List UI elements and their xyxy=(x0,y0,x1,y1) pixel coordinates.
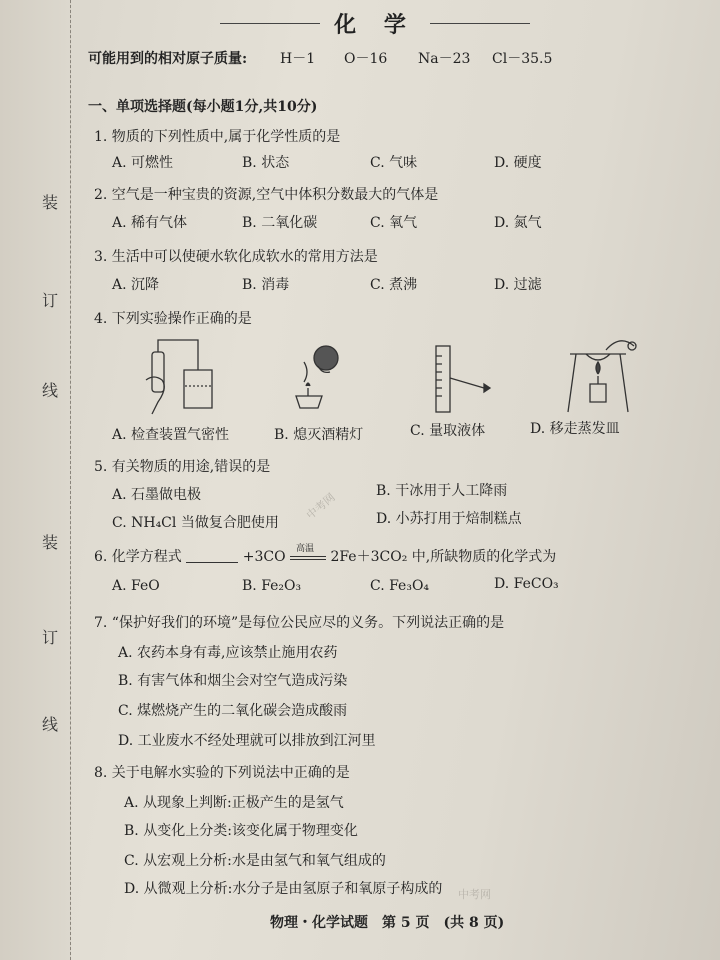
q8-option-c: C. 从宏观上分析:水是由氢气和氧气组成的 xyxy=(124,853,386,869)
q4-option-a: A. 检查装置气密性 xyxy=(112,427,230,443)
mass-h: H－1 xyxy=(280,51,316,67)
atomic-mass-label: 可能用到的相对原子质量: xyxy=(88,51,248,67)
q5-option-a: A. 石墨做电极 xyxy=(112,487,202,503)
page-title xyxy=(220,8,530,38)
question-7-stem: 7. “保护好我们的环境”是每位公民应尽的义务。下列说法正确的是 xyxy=(94,615,505,631)
q6-option-c: C. Fe₃O₄ xyxy=(370,578,430,594)
q4-option-d: D. 移走蒸发皿 xyxy=(530,421,620,437)
q1-option-b: B. 状态 xyxy=(242,155,290,171)
margin-char: 线 xyxy=(42,715,59,734)
read-cylinder-figure xyxy=(426,342,496,416)
q3-option-a: A. 沉降 xyxy=(112,277,160,293)
q4-option-c: C. 量取液体 xyxy=(410,423,486,439)
q6-option-b: B. Fe₂O₃ xyxy=(242,578,302,594)
watermark: 中考网 xyxy=(458,888,491,901)
question-2-stem: 2. 空气是一种宝贵的资源,空气中体积分数最大的气体是 xyxy=(94,187,439,203)
margin-char: 订 xyxy=(42,628,59,647)
q8-option-d: D. 从微观上分析:水分子是由氢原子和氧原子构成的 xyxy=(124,881,443,897)
q8-option-b: B. 从变化上分类:该变化属于物理变化 xyxy=(124,823,358,839)
margin-char: 装 xyxy=(42,193,59,212)
q6-blank xyxy=(186,562,238,563)
q3-option-d: D. 过滤 xyxy=(494,277,542,293)
q6-option-a: A. FeO xyxy=(112,578,160,594)
question-3-stem: 3. 生活中可以使硬水软化成软水的常用方法是 xyxy=(94,249,378,265)
question-8-stem: 8. 关于电解水实验的下列说法中正确的是 xyxy=(94,765,350,781)
q2-option-c: C. 氧气 xyxy=(370,215,418,231)
q5-option-c: C. NH₄Cl 当做复合肥使用 xyxy=(112,515,279,531)
mass-o: O－16 xyxy=(344,51,388,67)
q8-option-a: A. 从现象上判断:正极产生的是氢气 xyxy=(124,795,344,811)
atomic-mass-line xyxy=(88,48,553,68)
q4-option-b: B. 熄灭酒精灯 xyxy=(274,427,364,443)
q7-option-a: A. 农药本身有毒,应该禁止施用农药 xyxy=(118,645,338,661)
question-1-stem: 1. 物质的下列性质中,属于化学性质的是 xyxy=(94,129,341,145)
q3-option-c: C. 煮沸 xyxy=(370,277,418,293)
q2-option-a: A. 稀有气体 xyxy=(112,215,188,231)
q6-stem-pre: 6. 化学方程式 xyxy=(94,549,182,565)
evaporating-dish-figure xyxy=(562,334,642,416)
binding-margin xyxy=(0,0,71,960)
q7-option-b: B. 有害气体和烟尘会对空气造成污染 xyxy=(118,673,348,689)
question-4-stem: 4. 下列实验操作正确的是 xyxy=(94,311,252,327)
margin-char: 线 xyxy=(42,381,59,400)
q5-option-d: D. 小苏打用于焙制糕点 xyxy=(376,511,522,527)
blow-out-lamp-figure xyxy=(286,334,356,416)
margin-char: 装 xyxy=(42,533,59,552)
page-footer: 物理・化学试题 第 5 页 (共 8 页) xyxy=(270,915,505,931)
q6-condition-text: 高温 xyxy=(296,544,315,554)
q1-option-c: C. 气味 xyxy=(370,155,418,171)
airtightness-check-figure xyxy=(140,334,220,416)
q6-stem-mid: +3CO xyxy=(242,549,286,565)
q6-stem-post: 2Fe＋3CO₂ 中,所缺物质的化学式为 xyxy=(330,549,557,565)
title-text: 化 学 xyxy=(334,11,416,38)
mass-na: Na－23 xyxy=(418,51,471,67)
watermark: 中考网 xyxy=(304,490,338,522)
q7-option-c: C. 煤燃烧产生的二氧化碳会造成酸雨 xyxy=(118,703,348,719)
section-heading: 一、单项选择题(每小题1分,共10分) xyxy=(88,99,318,115)
q1-option-a: A. 可燃性 xyxy=(112,155,174,171)
q6-option-d: D. FeCO₃ xyxy=(494,576,559,592)
mass-cl: Cl－35.5 xyxy=(492,51,553,67)
q7-option-d: D. 工业废水不经处理就可以排放到江河里 xyxy=(118,733,376,749)
margin-char: 订 xyxy=(42,291,59,310)
question-5-stem: 5. 有关物质的用途,错误的是 xyxy=(94,459,271,475)
q2-option-d: D. 氮气 xyxy=(494,215,542,231)
q3-option-b: B. 消毒 xyxy=(242,277,290,293)
q1-option-d: D. 硬度 xyxy=(494,155,542,171)
question-6-stem xyxy=(94,546,556,566)
q5-option-b: B. 干冰用于人工降雨 xyxy=(376,483,508,499)
q6-reaction-condition xyxy=(290,544,326,560)
q2-option-b: B. 二氧化碳 xyxy=(242,215,318,231)
